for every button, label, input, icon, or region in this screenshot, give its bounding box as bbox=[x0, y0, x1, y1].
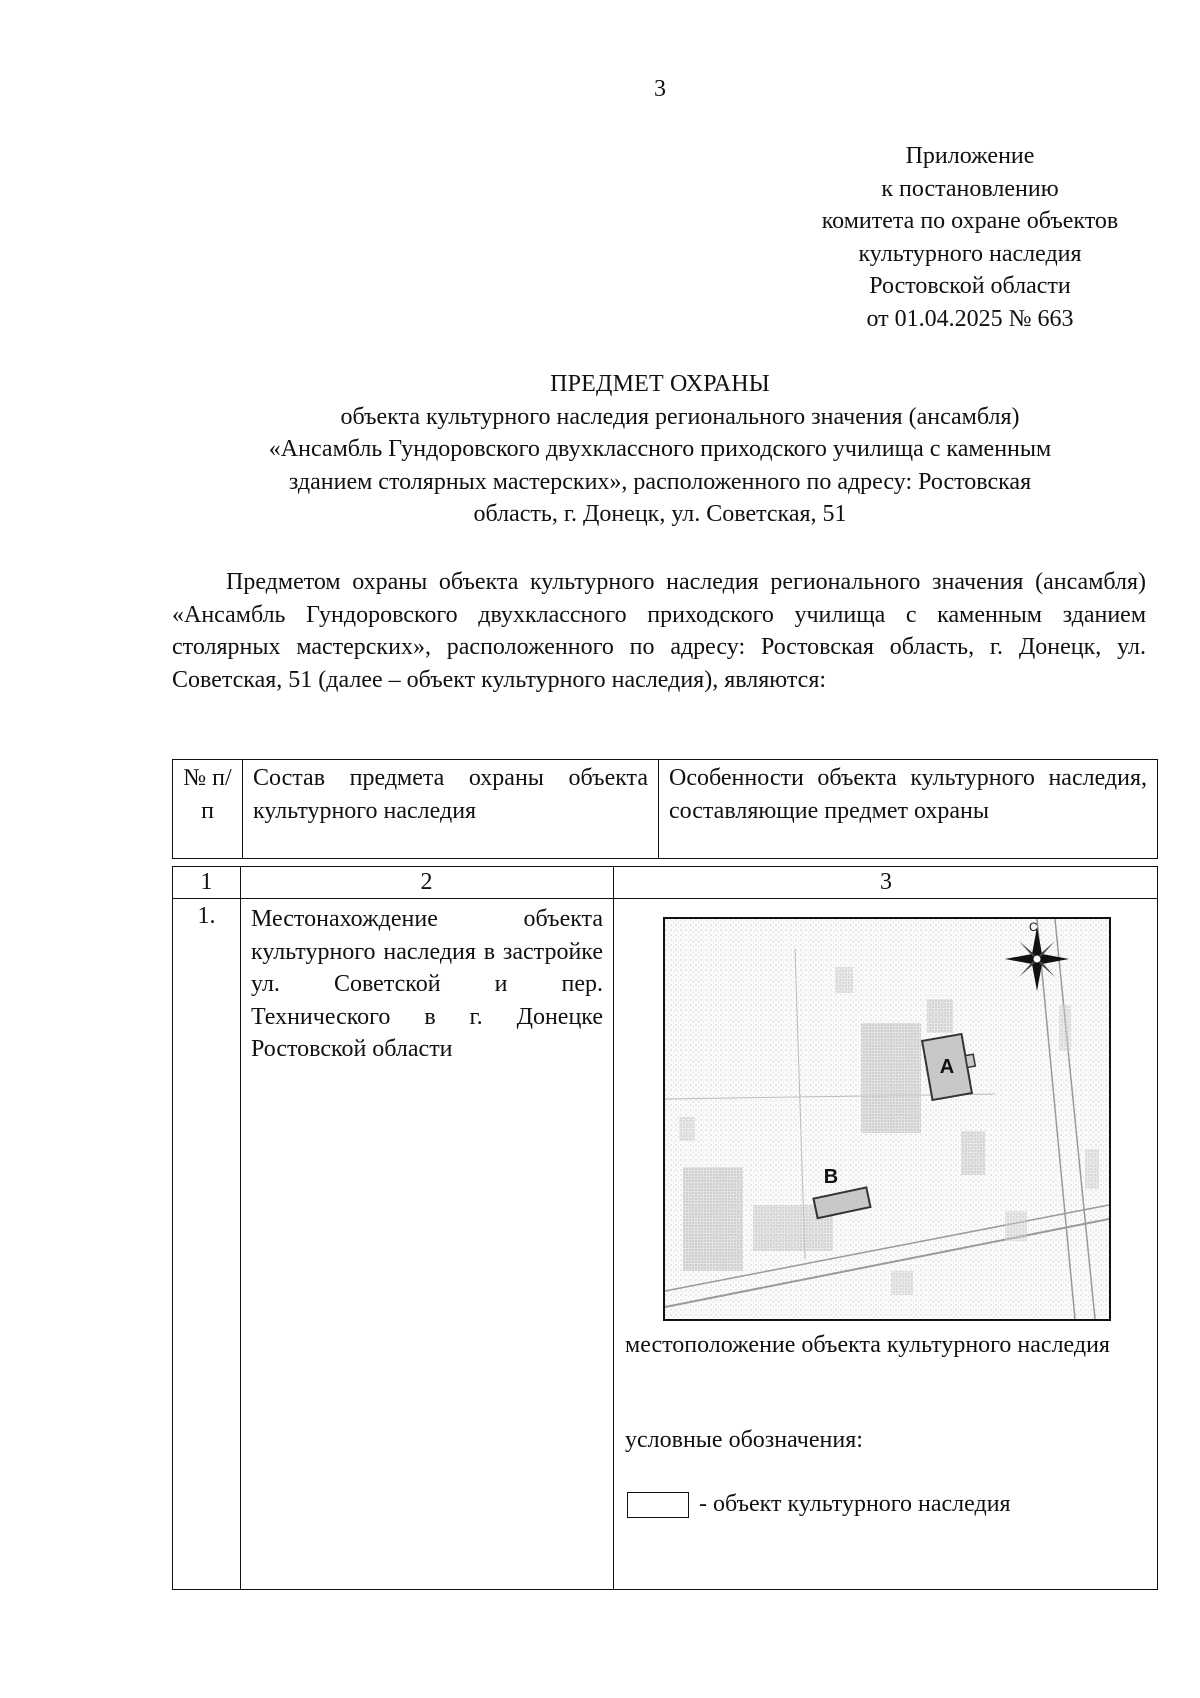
legend-label: - объект культурного наследия bbox=[699, 1491, 1011, 1517]
title-line: зданием столярных мастерских», расположенного по адресу: Ростовская bbox=[288, 468, 1032, 495]
appendix-block bbox=[790, 140, 1150, 335]
protection-table bbox=[172, 866, 1158, 1590]
header-composition: Состав предмета охраны объекта культурного наследия bbox=[243, 760, 659, 858]
appendix-line: от 01.04.2025 № 663 bbox=[866, 305, 1074, 332]
row-number: 1. bbox=[197, 903, 216, 929]
map-label-b: В bbox=[823, 1166, 839, 1188]
location-text: Местонахождение объекта культурного наследия в застройке ул. Советской и пер. Технического в г. Донецке Ростовской области bbox=[251, 906, 603, 1062]
column-number: 3 bbox=[880, 869, 892, 895]
map-caption: местоположение объекта культурного наследия bbox=[625, 1332, 1110, 1358]
appendix-line: культурного наследия bbox=[858, 240, 1082, 267]
column-number: 2 bbox=[420, 869, 433, 895]
title-line: объекта культурного наследия регионального значения (ансамбля) bbox=[340, 403, 1020, 430]
title-heading: ПРЕДМЕТ ОХРАНЫ bbox=[550, 371, 770, 397]
title-line: область, г. Донецк, ул. Советская, 51 bbox=[473, 501, 847, 527]
title-line: «Ансамбль Гундоровского двухклассного приходского училища с каменным bbox=[268, 436, 1052, 462]
north-label: С bbox=[1029, 920, 1038, 934]
header-number: № п/п bbox=[173, 760, 243, 858]
appendix-line: комитета по охране объектов bbox=[821, 208, 1119, 234]
location-map bbox=[663, 917, 1111, 1321]
legend-row bbox=[627, 1491, 1011, 1518]
map-label-a: А bbox=[939, 1056, 955, 1078]
column-divider bbox=[613, 867, 614, 1589]
legend-title: условные обозначения: bbox=[625, 1427, 863, 1453]
intro-paragraph: Предметом охраны объекта культурного наследия регионального значения (ансамбля) «Ансамбль Гундоровского двухклассного приходского училища с каменным зданием столярных мастерских», расположенного по адресу: Ростовская область, г. Донецк, ул. Советская, 51 (далее – объект культурного наследия), являются: bbox=[172, 569, 1146, 693]
table-header bbox=[172, 759, 1158, 859]
document-title bbox=[180, 368, 1140, 531]
appendix-line: Ростовской области bbox=[869, 273, 1071, 299]
map-graphic bbox=[665, 919, 1109, 1319]
column-number: 1 bbox=[200, 869, 213, 895]
column-divider bbox=[240, 867, 241, 1589]
location-description bbox=[251, 903, 603, 1066]
appendix-line: Приложение bbox=[905, 143, 1035, 169]
page-number: 3 bbox=[654, 76, 666, 102]
header-features: Особенности объекта культурного наследия, составляющие предмет охраны bbox=[669, 765, 1147, 824]
legend-swatch bbox=[627, 1492, 689, 1518]
appendix-line: к постановлению bbox=[881, 175, 1059, 202]
row-divider bbox=[173, 898, 1157, 899]
